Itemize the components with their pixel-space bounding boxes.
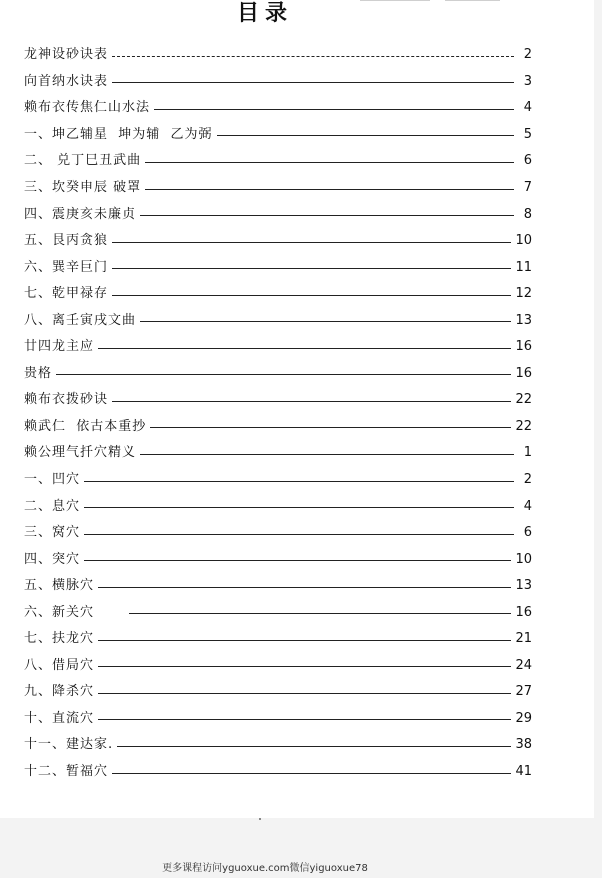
toc-leader-line: [112, 56, 514, 57]
toc-leader-line: [154, 109, 514, 110]
toc-entry-label: 六、新关穴: [24, 604, 125, 620]
toc-entry-label: 五、横脉穴: [24, 578, 95, 594]
toc-entry-page-number: 27: [515, 684, 532, 700]
toc-entry-label: 九、降杀穴: [24, 684, 95, 700]
toc-entry[interactable]: [24, 440, 532, 467]
table-of-contents: [24, 42, 532, 785]
toc-entry-label: 七、扶龙穴: [24, 631, 95, 647]
toc-entry[interactable]: [24, 361, 532, 388]
toc-entry[interactable]: [24, 467, 532, 494]
toc-entry[interactable]: [24, 679, 532, 706]
toc-entry-page-number: 12: [515, 286, 532, 302]
toc-entry[interactable]: [24, 414, 532, 441]
toc-entry[interactable]: [24, 228, 532, 255]
toc-leader-line: [98, 640, 511, 641]
toc-entry[interactable]: [24, 95, 532, 122]
page-title: 目录: [236, 1, 293, 26]
toc-leader-line: [140, 321, 511, 322]
toc-entry[interactable]: [24, 281, 532, 308]
toc-entry-label: 一、凹穴: [24, 472, 81, 488]
toc-entry[interactable]: [24, 69, 532, 96]
toc-entry-label: 十一、建达家.: [24, 737, 114, 753]
toc-leader-line: [98, 348, 511, 349]
page-mark: [259, 818, 261, 820]
toc-entry[interactable]: [24, 148, 532, 175]
toc-entry[interactable]: [24, 626, 532, 653]
toc-leader-line: [84, 481, 514, 482]
toc-entry[interactable]: [24, 122, 532, 149]
toc-leader-line: [112, 401, 511, 402]
toc-entry-label: 龙神设砂诀表: [24, 47, 109, 63]
toc-entry[interactable]: [24, 334, 532, 361]
toc-entry-label: 一、坤乙辅星 坤为辅 乙为弼: [24, 126, 213, 142]
toc-entry-label: 十、直流穴: [24, 710, 95, 726]
toc-entry[interactable]: [24, 387, 532, 414]
toc-entry[interactable]: [24, 546, 532, 573]
toc-entry-label: 赖布衣拨砂诀: [24, 392, 109, 408]
toc-leader-line: [112, 295, 511, 296]
toc-entry-page-number: 7: [523, 180, 532, 195]
toc-leader-line: [140, 454, 514, 455]
toc-entry-label: 六、巽辛巨门: [24, 259, 109, 275]
toc-entry-page-number: 24: [515, 657, 532, 673]
toc-leader-line: [112, 773, 511, 774]
toc-leader-line: [117, 746, 511, 747]
toc-entry-page-number: 21: [515, 631, 532, 647]
toc-entry-page-number: 29: [515, 710, 532, 726]
toc-entry-page-number: 2: [523, 47, 532, 63]
toc-entry-page-number: 11: [515, 259, 532, 275]
toc-entry-label: 七、乾甲禄存: [24, 286, 109, 302]
toc-entry-label: 十二、暂福穴: [24, 764, 109, 780]
toc-leader-line: [98, 719, 511, 720]
toc-leader-line: [112, 268, 511, 269]
toc-entry-label: 二、 兑丁巳丑武曲: [24, 153, 142, 169]
toc-entry[interactable]: [24, 201, 532, 228]
toc-entry-page-number: 38: [515, 737, 532, 753]
toc-leader-line: [140, 215, 514, 216]
toc-entry-page-number: 13: [515, 578, 532, 594]
toc-entry-label: 赖布衣传焦仁山水法: [24, 100, 151, 116]
toc-entry[interactable]: [24, 706, 532, 733]
toc-entry-label: 四、突穴: [24, 551, 81, 567]
toc-entry[interactable]: [24, 254, 532, 281]
toc-entry-label: 二、息穴: [24, 498, 81, 514]
toc-entry-label: 三、窝穴: [24, 525, 81, 541]
toc-entry-page-number: 16: [515, 339, 532, 355]
toc-leader-line: [98, 587, 511, 588]
toc-leader-line: [98, 666, 511, 667]
toc-leader-line: [112, 82, 514, 83]
toc-entry[interactable]: [24, 307, 532, 334]
toc-entry-page-number: 4: [523, 100, 532, 116]
toc-entry-page-number: 6: [523, 153, 532, 169]
toc-entry-label: 五、艮丙贪狼: [24, 233, 109, 249]
toc-entry[interactable]: [24, 42, 532, 69]
toc-leader-line: [129, 613, 512, 614]
toc-entry[interactable]: [24, 493, 532, 520]
toc-entry-page-number: 16: [515, 365, 532, 381]
toc-entry-label: 向首纳水诀表: [24, 73, 109, 89]
toc-entry-label: 赖武仁 依古本重抄: [24, 418, 147, 434]
toc-entry-page-number: 16: [515, 604, 532, 620]
toc-leader-line: [98, 693, 511, 694]
toc-entry-label: 八、借局穴: [24, 657, 95, 673]
toc-entry-label: 三、坎癸申辰 破罩: [24, 180, 142, 195]
toc-entry-label: 八、离壬寅戌文曲: [24, 312, 137, 328]
toc-leader-line: [150, 427, 511, 428]
toc-leader-line: [84, 560, 511, 561]
toc-entry-page-number: 1: [523, 445, 532, 461]
toc-entry-page-number: 5: [523, 126, 532, 142]
toc-entry-page-number: 10: [515, 551, 532, 567]
toc-leader-line: [112, 242, 511, 243]
toc-entry-page-number: 41: [515, 764, 532, 780]
toc-entry-label: 赖公理气扦穴精义: [24, 445, 137, 461]
toc-entry-label: 廿四龙主应: [24, 339, 95, 355]
toc-entry[interactable]: [24, 653, 532, 680]
toc-entry-page-number: 10: [515, 233, 532, 249]
toc-leader-line: [84, 507, 514, 508]
toc-entry[interactable]: [24, 759, 532, 786]
toc-entry-page-number: 3: [523, 73, 532, 89]
toc-entry-label: 贵格: [24, 365, 53, 381]
toc-entry[interactable]: [24, 732, 532, 759]
toc-entry-page-number: 22: [515, 418, 532, 434]
toc-entry-page-number: 4: [523, 498, 532, 514]
footer-note: 更多课程访问yguoxue.com微信yiguoxue78: [162, 863, 368, 874]
toc-entry-page-number: 8: [523, 206, 532, 222]
toc-entry-page-number: 6: [523, 525, 532, 541]
toc-entry-page-number: 22: [515, 392, 532, 408]
toc-leader-line: [145, 189, 514, 190]
toc-leader-line: [84, 534, 514, 535]
toc-entry-page-number: 13: [515, 312, 532, 328]
toc-leader-line: [217, 135, 514, 136]
toc-leader-line: [145, 162, 514, 163]
toc-entry[interactable]: [24, 599, 532, 626]
toc-entry[interactable]: [24, 175, 532, 202]
toc-entry-label: 四、震庚亥未廉贞: [24, 206, 137, 222]
toc-leader-line: [56, 374, 511, 375]
toc-entry[interactable]: [24, 520, 532, 547]
toc-entry-page-number: 2: [523, 472, 532, 488]
toc-entry[interactable]: [24, 573, 532, 600]
